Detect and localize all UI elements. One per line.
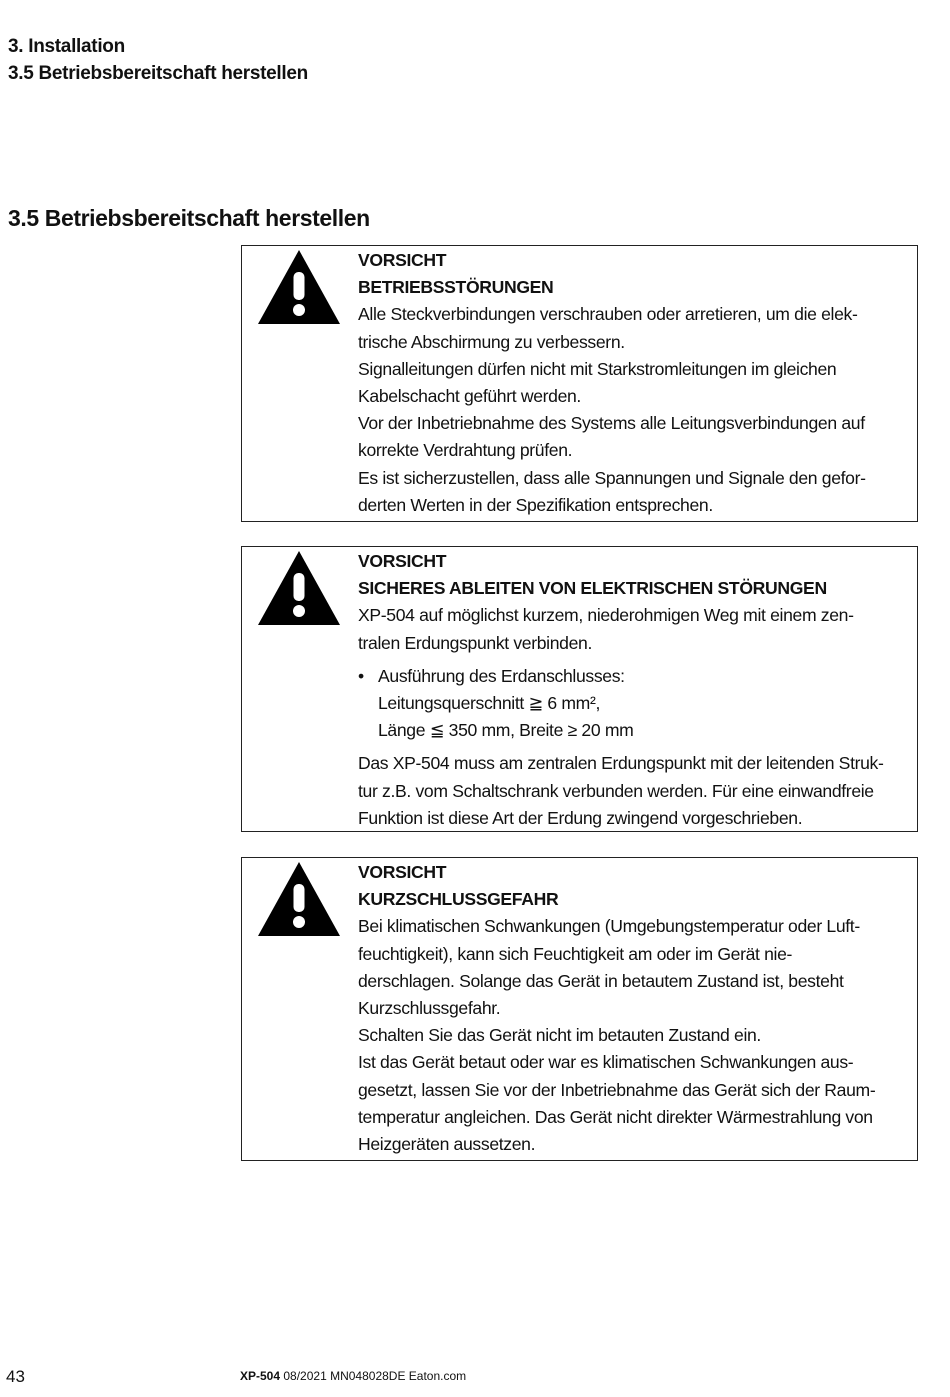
notice-line: temperatur angleichen. Das Gerät nicht direkter Wärmestrahlung von [358, 1106, 873, 1127]
notice-line: Ist das Gerät betaut oder war es klimatischen Schwankungen aus- [358, 1052, 854, 1073]
page-number: 43 [6, 1367, 25, 1386]
notice-line: tur z.B. vom Schaltschrank verbunden werden. Für eine einwandfreie [358, 780, 874, 801]
notice-line: Kabelschacht geführt werden. [358, 386, 581, 407]
notice-line: Vor der Inbetriebnahme des Systems alle Leitungsverbindungen auf [358, 413, 865, 434]
notice-line: derschlagen. Solange das Gerät in betautem Zustand ist, besteht [358, 970, 844, 991]
bullet-line: Ausführung des Erdanschlusses: [378, 665, 625, 686]
footer-product: XP-504 [240, 1369, 281, 1383]
notice-line: gesetzt, lassen Sie vor der Inbetriebnahme das Gerät sich der Raum- [358, 1079, 876, 1100]
notice-line: Es ist sicherzustellen, dass alle Spannungen und Signale den gefor- [358, 467, 866, 488]
footer-info [240, 1369, 466, 1383]
notice-line: Alle Steckverbindungen verschrauben oder arretieren, um die elek- [358, 304, 858, 325]
signal-word: VORSICHT [358, 862, 447, 882]
signal-word: VORSICHT [358, 551, 447, 571]
running-header [8, 33, 308, 87]
notice-line: feuchtigkeit), kann sich Feuchtigkeit am oder im Gerät nie- [358, 943, 793, 964]
notice-heading: BETRIEBSSTÖRUNGEN [358, 277, 554, 298]
notice-line: Bei klimatischen Schwankungen (Umgebungstemperatur oder Luft- [358, 916, 860, 937]
caution-notice-grounding [241, 546, 918, 832]
notice-line: Funktion ist diese Art der Erdung zwingend vorgeschrieben. [358, 807, 803, 828]
notice-line: Schalten Sie das Gerät nicht im betauten Zustand ein. [358, 1025, 761, 1046]
header-section: 3.5 Betriebsbereitschaft herstellen [8, 63, 308, 84]
header-chapter: 3. Installation [8, 36, 125, 57]
section-title: 3.5 Betriebsbereitschaft herstellen [8, 205, 370, 231]
notice-heading: SICHERES ABLEITEN VON ELEKTRISCHEN STÖRUNGEN [358, 578, 827, 599]
warning-triangle-icon [256, 860, 342, 938]
footer-details: 08/2021 MN048028DE Eaton.com [283, 1369, 467, 1383]
bullet-line: Länge ≦ 350 mm, Breite ≥ 20 mm [378, 720, 634, 741]
notice-line: Kurzschlussgefahr. [358, 998, 501, 1019]
notice-line: XP-504 auf möglichst kurzem, niederohmigen Weg mit einem zen- [358, 605, 854, 626]
notice-line: Heizgeräten aussetzen. [358, 1134, 536, 1155]
bullet-item [358, 663, 911, 745]
notice-line: derten Werten in der Spezifikation entsprechen. [358, 494, 713, 515]
notice-line: korrekte Verdrahtung prüfen. [358, 440, 573, 461]
signal-word: VORSICHT [358, 250, 447, 270]
caution-notice-short-circuit [241, 857, 918, 1161]
warning-triangle-icon [256, 549, 342, 627]
notice-heading: KURZSCHLUSSGEFAHR [358, 889, 559, 910]
bullet-line: Leitungsquerschnitt ≧ 6 mm², [378, 693, 601, 714]
bullet-icon: • [358, 665, 364, 686]
notice-line: Das XP-504 muss am zentralen Erdungspunkt mit der leitenden Struk- [358, 753, 884, 774]
notice-line: tralen Erdungspunkt verbinden. [358, 632, 593, 653]
notice-line: Signalleitungen dürfen nicht mit Starkstromleitungen im gleichen [358, 358, 837, 379]
notice-line: trische Abschirmung zu verbessern. [358, 331, 625, 352]
caution-notice-operating-faults [241, 245, 918, 522]
warning-triangle-icon [256, 248, 342, 326]
